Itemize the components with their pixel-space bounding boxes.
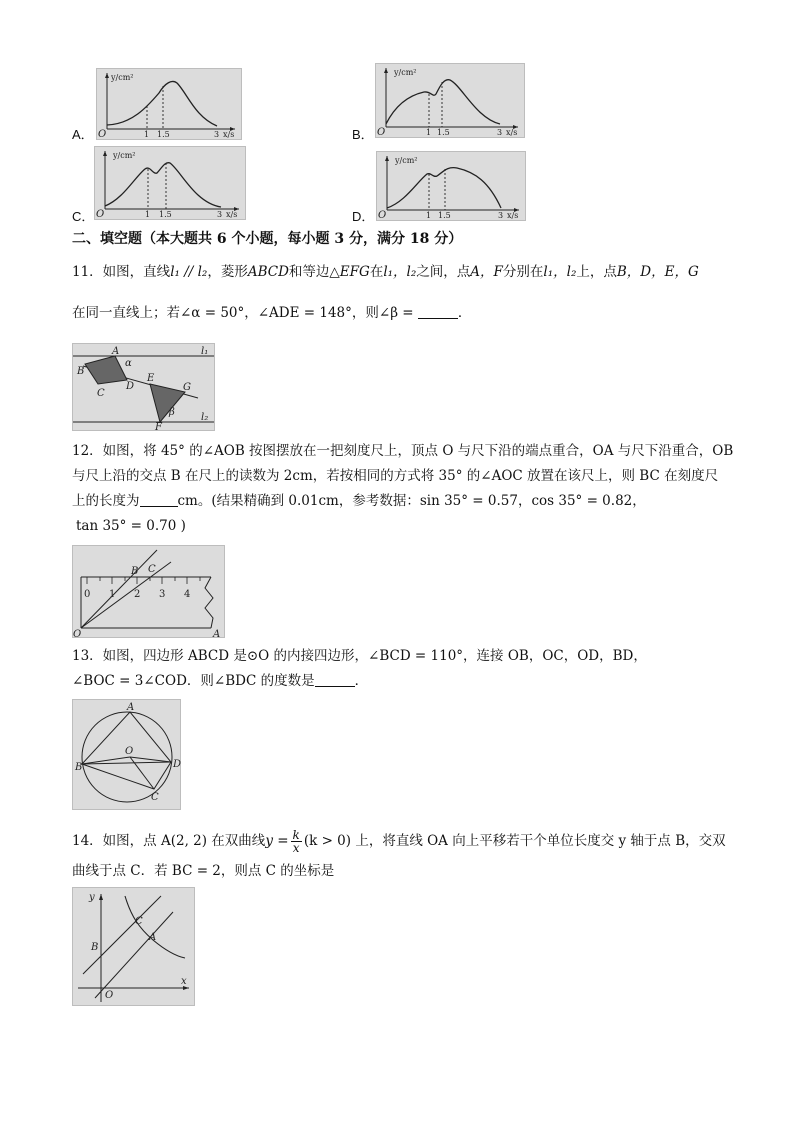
option-c-label: C． [72,209,95,224]
q12-tick-0: 0 [84,589,91,600]
q12-tick-3: 3 [159,589,166,600]
q12-label-b: B [131,566,139,577]
q11-text-g: 在 [369,264,384,280]
graph-d-y-label: y/cm² [395,156,418,165]
graph-a-tick-3: 3 [214,130,220,139]
graph-a-svg [97,69,241,139]
q11-label-beta: β [169,407,175,418]
q12-figure [72,545,225,638]
q13-label-b: B [75,762,83,773]
q12-answer-blank[interactable] [140,492,178,507]
q11-label-c: C [97,388,105,399]
q13-line-2-end: ． [354,673,369,689]
q13-figure [72,699,181,810]
q13-line-2-text: ∠BOC = 3∠COD．则∠BDC 的度数是 [72,673,315,689]
q12-label-o: O [73,629,82,640]
q11-text-e: 和等边△ [288,264,340,280]
q11-answer-blank[interactable] [418,304,458,319]
graph-d-x-label: x/s [507,211,519,220]
graph-d-tick-1: 1 [426,211,432,220]
q11-text-k: 分别在 [502,264,544,280]
q11-label-d: D [126,381,135,392]
option-b-graph [375,63,525,138]
q14-figure [72,887,195,1006]
q11-text-j: A，F [470,264,503,280]
q14-label-x: x [181,976,187,987]
graph-c-tick-1: 1 [145,210,151,219]
q11-line-2-end: ． [457,305,472,321]
q13-label-o: O [125,746,134,757]
graph-c-x-label: x/s [226,210,238,219]
graph-c-y-label: y/cm² [113,151,136,160]
q11-line-2-text: 在同一直线上；若∠α = 50°，∠ADE = 148°，则∠β = [72,305,414,321]
section-2-title: 二、填空题（本大题共 6 个小题，每小题 3 分，满分 18 分） [72,231,463,247]
q14-frac-num: k [292,828,300,842]
q12-tick-1: 1 [109,589,116,600]
q11-label-g: G [183,382,191,393]
q11-text-d: ABCD [247,264,289,280]
q13-answer-blank[interactable] [315,672,355,687]
q13-label-c: C [151,792,159,803]
q12-line-3-text-a: 上的长度为 [72,493,140,509]
q14-fraction [291,829,302,854]
graph-d-origin: O [378,210,387,221]
q11-figure-svg [73,344,214,433]
q11-label-alpha: α [125,358,132,369]
q14-y-eq: y = [265,833,289,849]
graph-d-tick-3: 3 [498,211,504,220]
q11-text-m: 上，点 [576,264,617,280]
graph-a-tick-1: 1 [144,130,150,139]
q12-label-c: C [148,564,156,575]
q12-line-4: tan 35° = 0.70 ) [76,518,186,534]
q14-line-2: 曲线于点 C．若 BC = 2，则点 C 的坐标是 [72,863,335,879]
q11-text-l: l₁，l₂ [543,264,577,280]
q11-label-l1: l₁ [201,346,209,357]
q11-text-a: 11．如图，直线 [72,264,171,280]
q13-label-a: A [127,702,135,713]
graph-a-origin: O [98,129,107,140]
q13-figure-svg [73,700,180,809]
q11-label-f: F [155,422,162,433]
graph-b-tick-15: 1.5 [437,128,450,137]
option-d-label: D． [352,209,375,224]
graph-b-tick-1: 1 [426,128,432,137]
graph-a-x-label: x/s [223,130,235,139]
graph-b-x-label: x/s [506,128,518,137]
q12-tick-2: 2 [134,589,141,600]
q11-label-b: B [77,366,85,377]
graph-b-tick-3: 3 [497,128,503,137]
q12-line-3-text-b: cm。(结果精确到 0.01cm，参考数据：sin 35° = 0.57，cos 35° = 0.82， [177,493,646,509]
q12-line-1: 12．如图，将 45° 的∠AOB 按图摆放在一把刻度尺上，顶点 O 与尺下沿的端点重合，OA 与尺下沿重合，OB [72,443,734,459]
q12-label-a: A [213,629,221,640]
q11-text-f: EFG [339,264,370,280]
q11-label-a: A [112,346,120,357]
graph-c-tick-15: 1.5 [159,210,172,219]
q14-line-1-text-b: (k > 0) 上，将直线 OA 向上平移若干个单位长度交 y 轴于点 B，交双 [303,833,726,849]
q11-label-e: E [147,373,155,384]
q14-label-y: y [89,892,95,903]
q13-line-2 [72,671,368,691]
graph-c-svg [95,147,245,219]
q11-line-1 [72,262,699,282]
graph-c-origin: O [96,209,105,220]
option-a-graph [96,68,242,140]
q11-figure [72,343,215,431]
graph-a-y-label: y/cm² [111,73,134,82]
q12-line-3 [72,491,646,511]
q14-line-1-text-a: 14．如图，点 A(2, 2) 在双曲线 [72,833,266,849]
q11-text-c: ，菱形 [207,264,248,280]
q12-line-2: 与尺上沿的交点 B 在尺上的读数为 2cm，若按相同的方式将 35° 的∠AOC 放置在该尺上，则 BC 在刻度尺 [72,468,719,484]
graph-d-tick-15: 1.5 [438,211,451,220]
q14-label-a: A [149,932,157,943]
q14-line-1 [72,829,726,854]
q11-text-n: B，D，E，G [616,264,699,280]
q11-text-b: l₁ // l₂ [170,264,208,280]
q11-label-l2: l₂ [201,412,209,423]
graph-a-tick-15: 1.5 [157,130,170,139]
q14-label-o: O [105,990,114,1001]
option-c-graph [94,146,246,220]
q11-line-2 [72,303,471,323]
q14-label-b: B [91,942,99,953]
option-d-graph [376,151,526,221]
q14-frac-den: x [292,841,300,855]
option-a-label: A． [72,127,94,142]
q13-label-d: D [173,759,182,770]
graph-b-origin: O [377,127,386,138]
graph-d-svg [377,152,525,220]
graph-c-tick-3: 3 [217,210,223,219]
q14-label-c: C [135,916,143,927]
q11-text-i: 之间，点 [416,264,471,280]
q12-tick-4: 4 [184,589,191,600]
q12-figure-svg [73,546,224,640]
option-b-label: B． [352,127,374,142]
q13-line-1: 13．如图，四边形 ABCD 是⊙O 的内接四边形，∠BCD = 110°，连接 OB，OC，OD，BD， [72,648,647,664]
q11-text-h: l₁，l₂ [383,264,417,280]
graph-b-svg [376,64,524,137]
q14-figure-svg [73,888,194,1005]
graph-b-y-label: y/cm² [394,68,417,77]
